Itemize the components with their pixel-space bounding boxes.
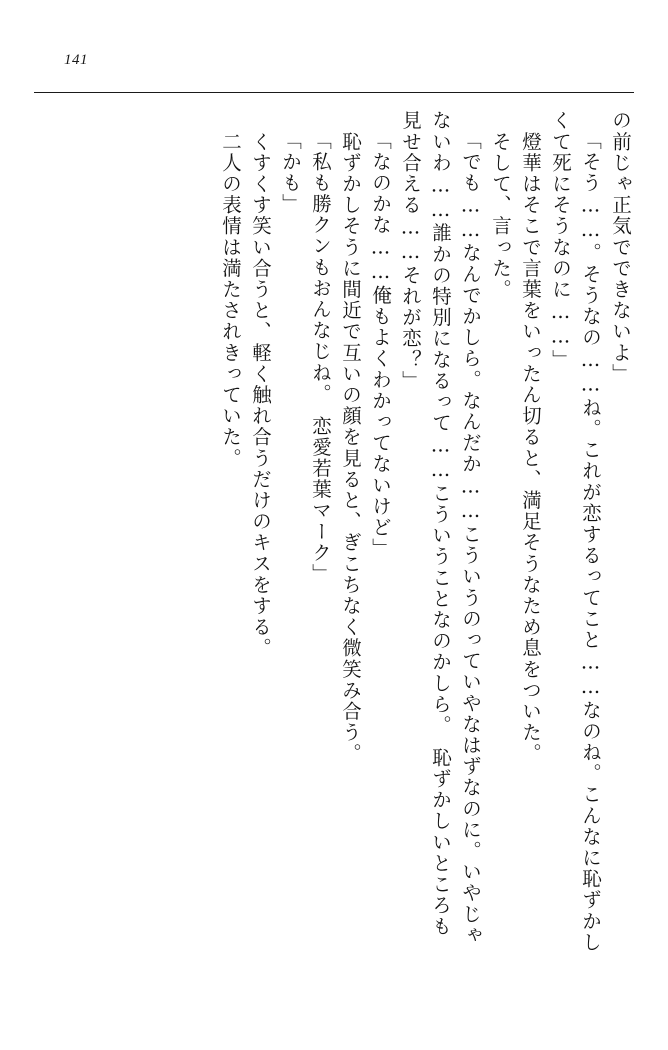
text-column: 「そう……。そうなの……ね。これが恋するってこと……なのね。こんなに恥ずかし: [579, 130, 602, 953]
text-column: くすくす笑い合うと、軽く触れ合うだけのキスをする。: [249, 110, 272, 659]
text-column: 二人の表情は満たされきっていた。: [219, 110, 242, 469]
text-column: ないわ……誰かの特別になるって……こういうことなのかしら。 恥ずかしいところも: [429, 110, 452, 938]
text-column: 「かも」: [279, 130, 302, 215]
page-number: 141: [64, 52, 88, 68]
text-column: そして、言った。: [489, 110, 512, 300]
text-column: くて死にそうなのに……」: [549, 110, 572, 371]
header-divider: [34, 92, 634, 93]
text-column: の前じゃ正気でできないよ」: [609, 110, 632, 385]
text-column: 「なのかな……俺もよくわかってないけど」: [369, 130, 392, 559]
text-column: 見せ合える……それが恋？」: [399, 110, 422, 392]
text-column: 恥ずかしそうに間近で互いの顔を見ると、ぎこちなく微笑み合う。: [339, 110, 362, 765]
text-column: 「でも……なんでかしら。なんだか……こういうのっていやなはずなのに。いやじゃ: [459, 130, 482, 946]
text-column: 「私も勝クンもおんなじね。 恋愛若葉マーク」: [309, 130, 332, 585]
text-column: 燈華はそこで言葉をいったん切ると、満足そうなため息をついた。: [519, 110, 542, 765]
vertical-text-body: [38, 110, 630, 1010]
